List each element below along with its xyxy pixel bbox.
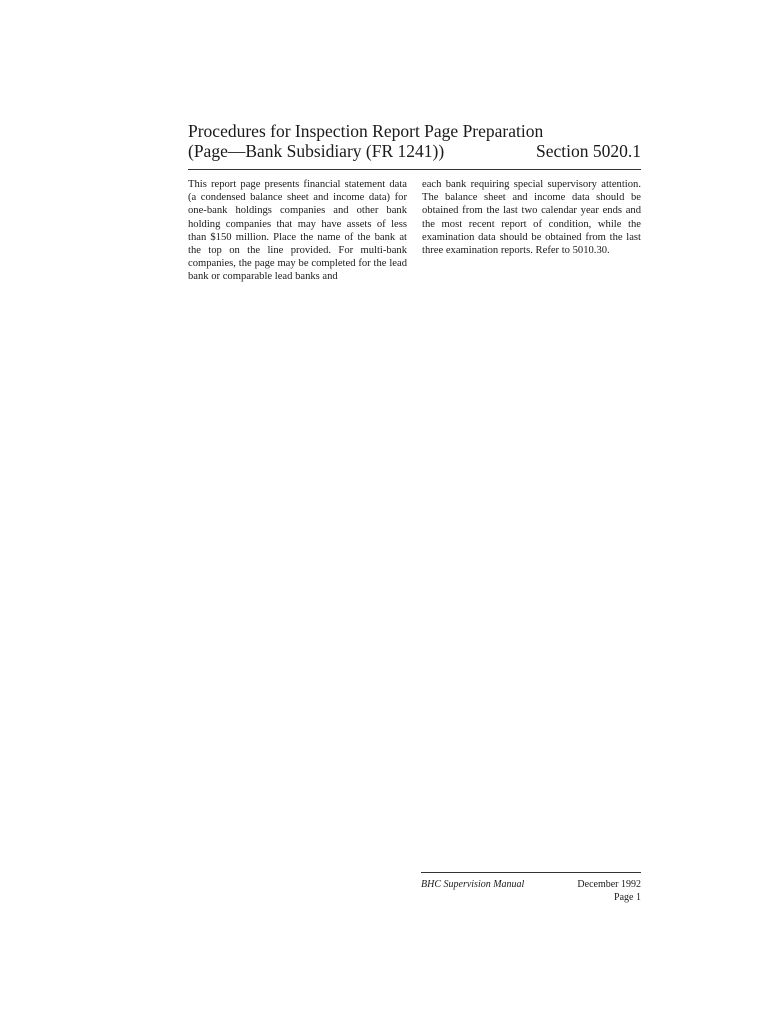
body-column-left: This report page presents financial statement data (a condensed balance sheet and income data) for one-bank holdings companies and other bank holding companies that may have assets of less than $150 million. Place the name of the bank at the top on the line provided. For multi-bank companies, the page may be completed for the lead bank or comparable lead banks and xyxy=(188,179,407,283)
footer-row xyxy=(421,878,641,891)
footer-divider xyxy=(421,872,641,873)
page-number: Page 1 xyxy=(614,892,641,903)
page-subtitle: (Page—Bank Subsidiary (FR 1241)) xyxy=(188,141,445,161)
body-column-right: each bank requiring special supervisory attention. The balance sheet and income data should be obtained from the last two calendar year ends and the most recent report of condition, while the examination data should be obtained from the last three examination reports. Refer to 5010.30. xyxy=(422,179,641,257)
title-row xyxy=(188,141,641,161)
page-header xyxy=(188,121,641,161)
page-footer xyxy=(421,878,641,904)
page-title: Procedures for Inspection Report Page Preparation xyxy=(188,121,544,141)
header-divider xyxy=(188,169,641,170)
manual-name: BHC Supervision Manual xyxy=(421,879,525,890)
footer-date: December 1992 xyxy=(577,879,641,890)
section-number: Section 5020.1 xyxy=(536,141,641,161)
